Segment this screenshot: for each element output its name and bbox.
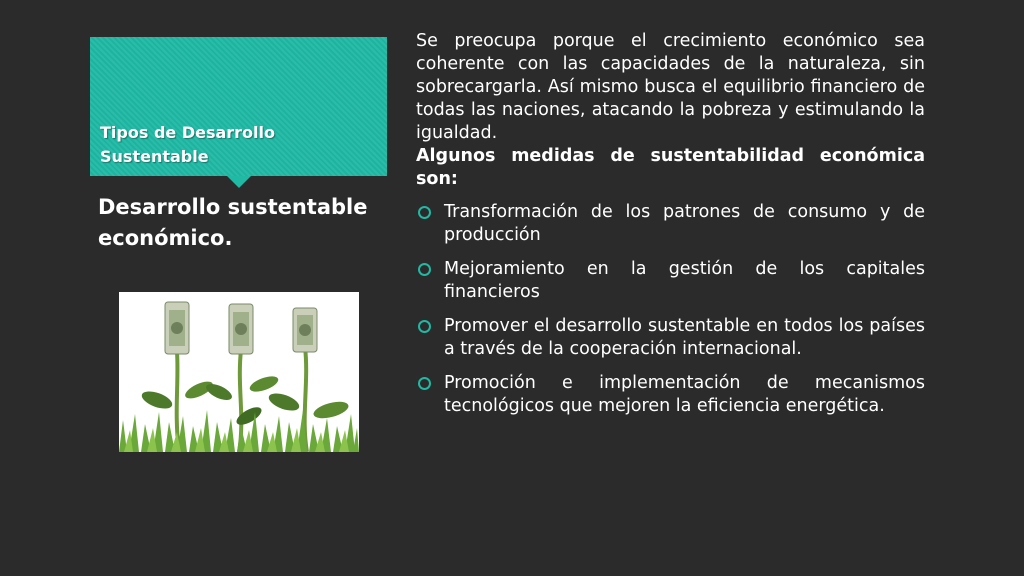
intro-bold-text: Algunos medidas de sustentabilidad económica son: xyxy=(416,146,925,189)
bullet-text: Transformación de los patrones de consumo y de producción xyxy=(444,202,925,245)
circle-bullet-icon xyxy=(418,320,431,333)
content-column xyxy=(416,30,925,429)
list-item xyxy=(416,315,925,361)
bullet-text: Promoción e implementación de mecanismos tecnológicos que mejoren la eficiencia energética. xyxy=(444,373,925,416)
circle-bullet-icon xyxy=(418,263,431,276)
bullet-text: Mejoramiento en la gestión de los capitales financieros xyxy=(444,259,925,302)
money-plants-image xyxy=(119,292,359,452)
bullet-list xyxy=(416,201,925,418)
slide-title: Tipos de Desarrollo Sustentable xyxy=(100,123,275,166)
list-item xyxy=(416,258,925,304)
list-item xyxy=(416,372,925,418)
title-tab xyxy=(90,37,387,176)
list-item xyxy=(416,201,925,247)
slide-subtitle: Desarrollo sustentable económico. xyxy=(98,195,368,250)
intro-paragraph: Se preocupa porque el crecimiento económico sea coherente con las capacidades de la naturaleza, sin sobrecargarla. Así mismo busca el equilibrio financiero de todas las naciones, atacando la pobreza y estimulando la igualdad. xyxy=(416,31,925,143)
bullet-text: Promover el desarrollo sustentable en todos los países a través de la cooperación internacional. xyxy=(444,316,925,359)
circle-bullet-icon xyxy=(418,377,431,390)
circle-bullet-icon xyxy=(418,206,431,219)
money-plants-illustration xyxy=(119,292,359,452)
